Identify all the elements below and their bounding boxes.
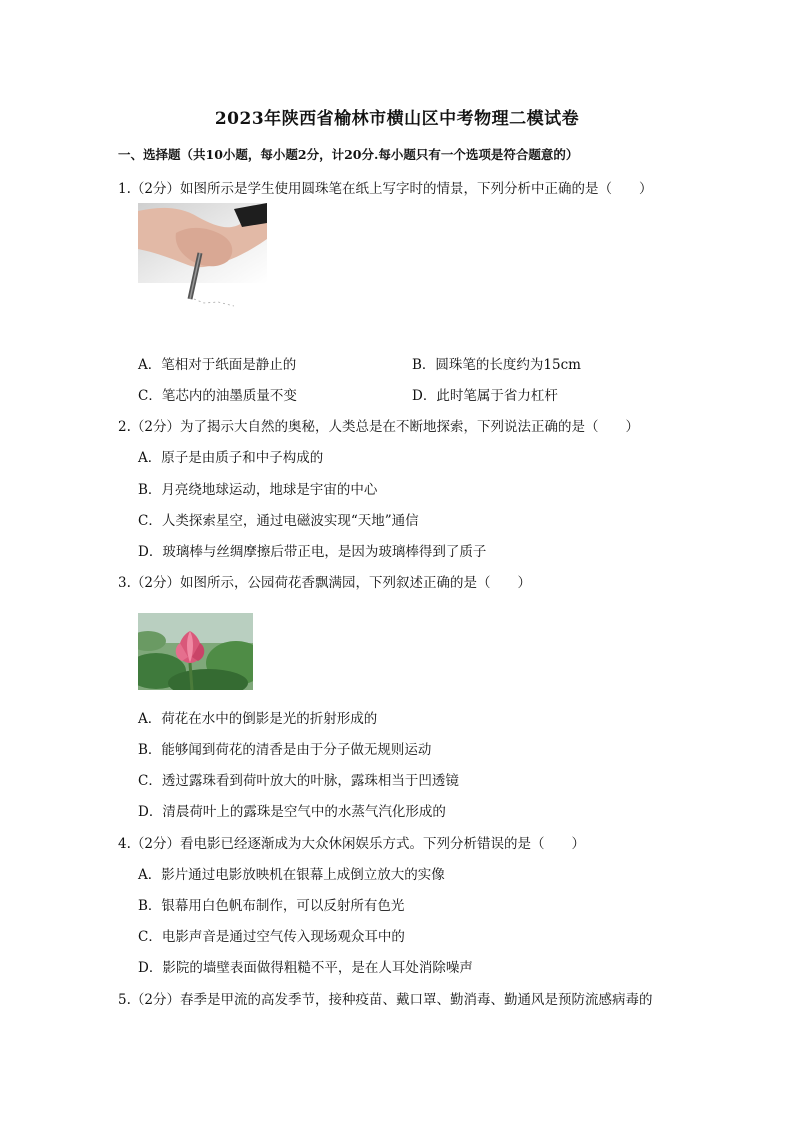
question-4-option-c: C．电影声音是通过空气传入现场观众耳中的 (138, 929, 405, 945)
question-4-option-b: B．银幕用白色帆布制作，可以反射所有色光 (138, 898, 405, 914)
question-2-option-b: B．月亮绕地球运动，地球是宇宙的中心 (138, 482, 378, 498)
question-1-option-d: D．此时笔属于省力杠杆 (412, 388, 558, 404)
question-1-stem: 1.（2分）如图所示是学生使用圆珠笔在纸上写字时的情景，下列分析中正确的是（ ） (118, 181, 653, 197)
question-3-stem: 3.（2分）如图所示，公园荷花香飘满园，下列叙述正确的是（ ） (118, 575, 531, 591)
pen-writing-image (138, 203, 267, 313)
question-3-option-d: D．清晨荷叶上的露珠是空气中的水蒸气汽化形成的 (138, 804, 446, 820)
question-1-option-b: B．圆珠笔的长度约为15cm (412, 357, 581, 373)
question-2-option-c: C．人类探索星空，通过电磁波实现“天地”通信 (138, 513, 419, 529)
question-4-option-d: D．影院的墙壁表面做得粗糙不平，是在人耳处消除噪声 (138, 960, 473, 976)
lotus-image (138, 613, 253, 690)
question-2-stem: 2.（2分）为了揭示大自然的奥秘，人类总是在不断地探索，下列说法正确的是（ ） (118, 419, 639, 435)
question-3-option-b: B．能够闻到荷花的清香是由于分子做无规则运动 (138, 742, 432, 758)
page-title: 2023年陕西省榆林市横山区中考物理二模试卷 (214, 109, 580, 129)
question-2-option-d: D．玻璃棒与丝绸摩擦后带正电，是因为玻璃棒得到了质子 (138, 544, 487, 560)
question-1-option-a: A．笔相对于纸面是静止的 (138, 357, 297, 373)
question-1-option-c: C．笔芯内的油墨质量不变 (138, 388, 297, 404)
question-5-stem: 5.（2分）春季是甲流的高发季节，接种疫苗、戴口罩、勤消毒、勤通风是预防流感病毒的 (118, 992, 653, 1008)
question-3-option-a: A．荷花在水中的倒影是光的折射形成的 (138, 711, 378, 727)
question-2-option-a: A．原子是由质子和中子构成的 (138, 450, 324, 466)
question-4-option-a: A．影片通过电影放映机在银幕上成倒立放大的实像 (138, 867, 445, 883)
question-3-option-c: C．透过露珠看到荷叶放大的叶脉，露珠相当于凹透镜 (138, 773, 459, 789)
question-4-stem: 4.（2分）看电影已经逐渐成为大众休闲娱乐方式。下列分析错误的是（ ） (118, 836, 585, 852)
section-heading: 一、选择题（共10小题，每小题2分，计20分.每小题只有一个选项是符合题意的） (118, 147, 579, 162)
